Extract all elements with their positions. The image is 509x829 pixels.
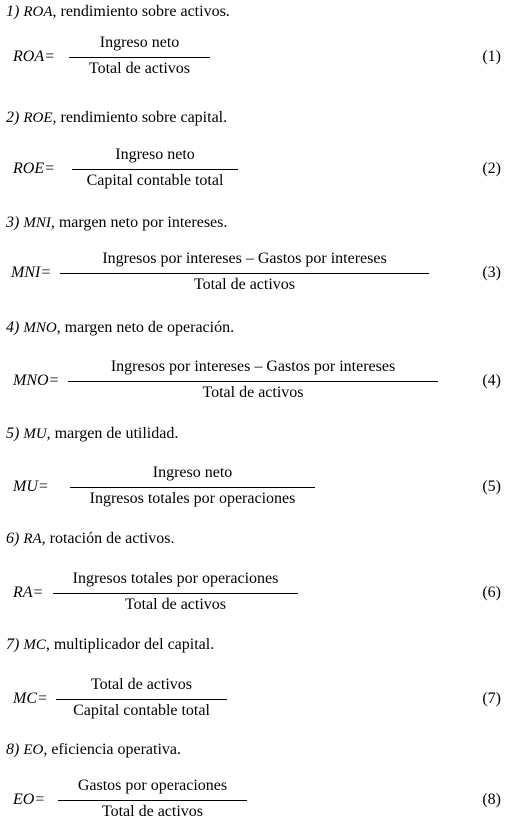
item-index: 3) [6,214,20,231]
item-description: , margen neto de operación. [56,319,235,336]
equation-number: (3) [482,264,501,281]
item-description: , margen neto por intereses. [50,214,228,231]
formula-row [0,142,509,198]
item-description: , rendimiento sobre activos. [52,3,230,20]
fraction [70,460,315,516]
formula-lhs: MU= [13,478,49,495]
fraction-denominator: Total de activos [193,276,296,293]
equation-number: (7) [482,690,501,707]
formula-lhs: MNI= [11,264,52,281]
fraction-numerator: Ingresos totales por operaciones [72,570,279,587]
formula-row [0,30,509,86]
item-abbreviation: ROE [23,110,53,126]
item-heading [6,529,175,549]
fraction-denominator: Total de activos [88,60,191,77]
formula-lhs: EO= [13,791,46,808]
formula-row [0,354,509,410]
item-heading [6,635,214,655]
item-heading [6,424,178,444]
equation-number: (4) [482,372,501,389]
fraction-denominator: Capital contable total [73,702,210,719]
item-heading [6,108,227,128]
item-abbreviation: MU [23,426,47,442]
item-abbreviation: ROA [23,4,53,20]
fraction-bar [69,57,210,58]
item-description: , multiplicador del capital. [45,636,215,653]
item-heading [6,2,230,22]
item-abbreviation: RA [23,531,42,547]
fraction-numerator: Ingreso neto [99,34,180,51]
item-heading [6,740,181,760]
formula-lhs: RA= [13,584,44,601]
fraction-bar [58,800,247,801]
fraction [53,566,298,622]
fraction-denominator: Total de activos [202,384,304,401]
item-description: , margen de utilidad. [46,425,179,442]
equation-number: (2) [482,160,501,177]
formula-row [0,460,509,516]
fraction-numerator: Ingreso neto [115,146,195,163]
formula-row [0,672,509,728]
formula-lhs: ROE= [13,160,55,177]
formula-lhs: MNO= [13,372,60,389]
fraction [58,773,247,829]
equation-number: (5) [482,478,501,495]
fraction-numerator: Ingresos por intereses – Gastos por intereses [110,358,396,375]
fraction [69,30,210,86]
item-index: 8) [6,741,20,758]
item-abbreviation: MNO [23,320,57,336]
fraction-bar [68,381,438,382]
item-index: 5) [6,425,20,442]
fraction [72,142,238,198]
fraction-numerator: Ingresos por intereses – Gastos por intereses [102,250,387,267]
equation-number: (6) [482,584,501,601]
formula-lhs: MC= [13,690,48,707]
fraction [56,672,227,728]
fraction-bar [53,593,298,594]
formula-row [0,246,509,302]
item-description: , rotación de activos. [41,530,175,547]
item-heading [6,318,234,338]
fraction-bar [70,487,315,488]
fraction-denominator: Total de activos [101,803,204,820]
item-abbreviation: EO [23,742,44,758]
fraction-denominator: Total de activos [124,596,227,613]
item-description: , rendimiento sobre capital. [52,109,228,126]
item-index: 2) [6,109,20,126]
equation-number: (1) [482,48,501,65]
fraction-denominator: Ingresos totales por operaciones [89,490,296,507]
fraction-numerator: Ingreso neto [152,464,233,481]
equation-number: (8) [482,791,501,808]
fraction-bar [60,273,429,274]
item-index: 6) [6,530,20,547]
fraction-numerator: Gastos por operaciones [77,777,228,794]
formula-row [0,773,509,829]
fraction-bar [72,169,238,170]
item-index: 7) [6,636,20,653]
fraction-numerator: Total de activos [90,676,193,693]
item-index: 4) [6,319,20,336]
item-abbreviation: MNI [23,215,51,231]
item-heading [6,213,227,233]
item-abbreviation: MC [23,637,46,653]
formula-row [0,566,509,622]
item-index: 1) [6,3,20,20]
fraction-denominator: Capital contable total [86,172,224,189]
item-description: , eficiencia operativa. [43,741,182,758]
fraction-bar [56,699,227,700]
fraction [68,354,438,410]
formula-lhs: ROA= [13,48,55,65]
fraction [60,246,429,302]
